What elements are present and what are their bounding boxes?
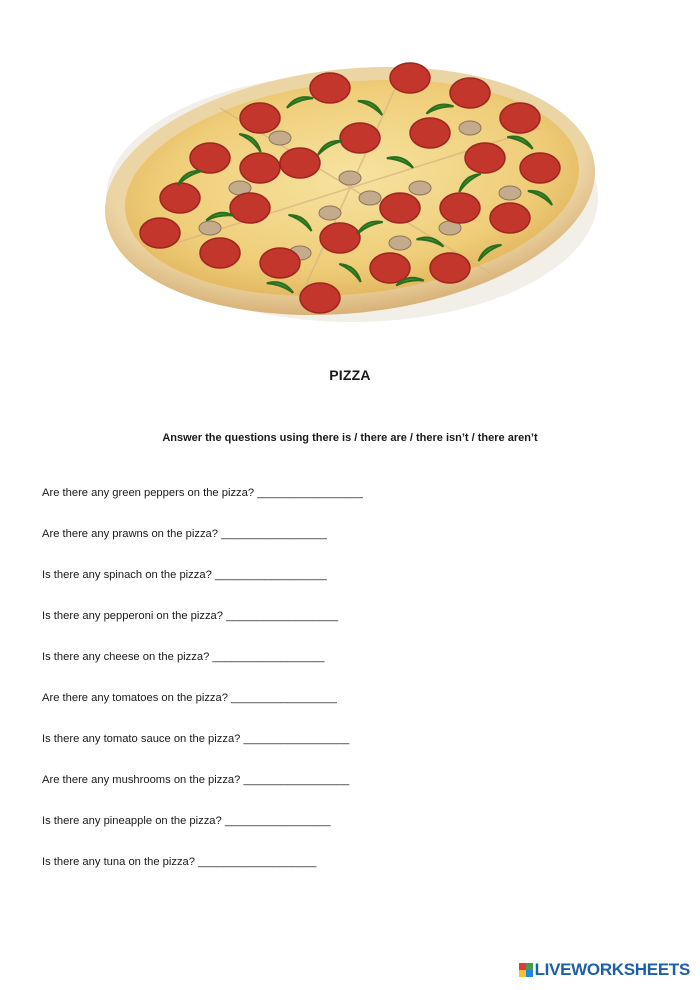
pepperoni-slice [260, 248, 300, 278]
pepperoni-slice [430, 253, 470, 283]
pepperoni-slice [240, 153, 280, 183]
worksheet-instructions: Answer the questions using there is / there are / there isn’t / there aren’t [162, 432, 538, 444]
question-9[interactable]: Is there any pineapple on the pizza? _________________ [42, 815, 331, 827]
question-7[interactable]: Is there any tomato sauce on the pizza? _________________ [42, 733, 350, 745]
question-list [42, 486, 363, 896]
pepperoni-slice [370, 253, 410, 283]
question-10[interactable]: Is there any tuna on the pizza? ___________________ [42, 856, 317, 868]
mushroom-slice [499, 186, 521, 200]
question-4[interactable]: Is there any pepperoni on the pizza? __________________ [42, 610, 339, 622]
pepperoni-slice [140, 218, 180, 248]
question-8[interactable]: Are there any mushrooms on the pizza? _________________ [42, 774, 350, 786]
mushroom-slice [459, 121, 481, 135]
pepperoni-slice [450, 78, 490, 108]
mushroom-slice [409, 181, 431, 195]
pepperoni-slice [310, 73, 350, 103]
mushroom-slice [339, 171, 361, 185]
pepperoni-slice [200, 238, 240, 268]
question-2[interactable]: Are there any prawns on the pizza? _________________ [42, 528, 327, 540]
liveworksheets-logo[interactable] [519, 960, 690, 980]
question-6[interactable]: Are there any tomatoes on the pizza? _________________ [42, 692, 337, 704]
pepperoni-slice [465, 143, 505, 173]
pepperoni-slice [440, 193, 480, 223]
pepperoni-slice [280, 148, 320, 178]
mushroom-slice [319, 206, 341, 220]
logo-square-green [526, 963, 533, 970]
logo-text: LIVEWORKSHEETS [534, 960, 690, 979]
pepperoni-slice [320, 223, 360, 253]
pizza-image [100, 48, 600, 330]
logo-square-red [519, 963, 526, 970]
question-5[interactable]: Is there any cheese on the pizza? __________________ [42, 651, 325, 663]
logo-square-blue [526, 970, 533, 977]
pepperoni-slice [230, 193, 270, 223]
mushroom-slice [199, 221, 221, 235]
logo-square-yellow [519, 970, 526, 977]
pepperoni-slice [500, 103, 540, 133]
pepperoni-slice [380, 193, 420, 223]
pepperoni-slice [300, 283, 340, 313]
pepperoni-slice [490, 203, 530, 233]
mushroom-slice [359, 191, 381, 205]
pepperoni-slice [340, 123, 380, 153]
pepperoni-slice [190, 143, 230, 173]
pepperoni-slice [410, 118, 450, 148]
pepperoni-slice [160, 183, 200, 213]
pepperoni-slice [520, 153, 560, 183]
mushroom-slice [389, 236, 411, 250]
worksheet-title: PIZZA [329, 367, 371, 383]
question-3[interactable]: Is there any spinach on the pizza? __________________ [42, 569, 327, 581]
question-1[interactable]: Are there any green peppers on the pizza? _________________ [42, 487, 363, 499]
pepperoni-slice [240, 103, 280, 133]
liveworksheets-logo-icon [519, 963, 533, 977]
mushroom-slice [269, 131, 291, 145]
pepperoni-slice [390, 63, 430, 93]
